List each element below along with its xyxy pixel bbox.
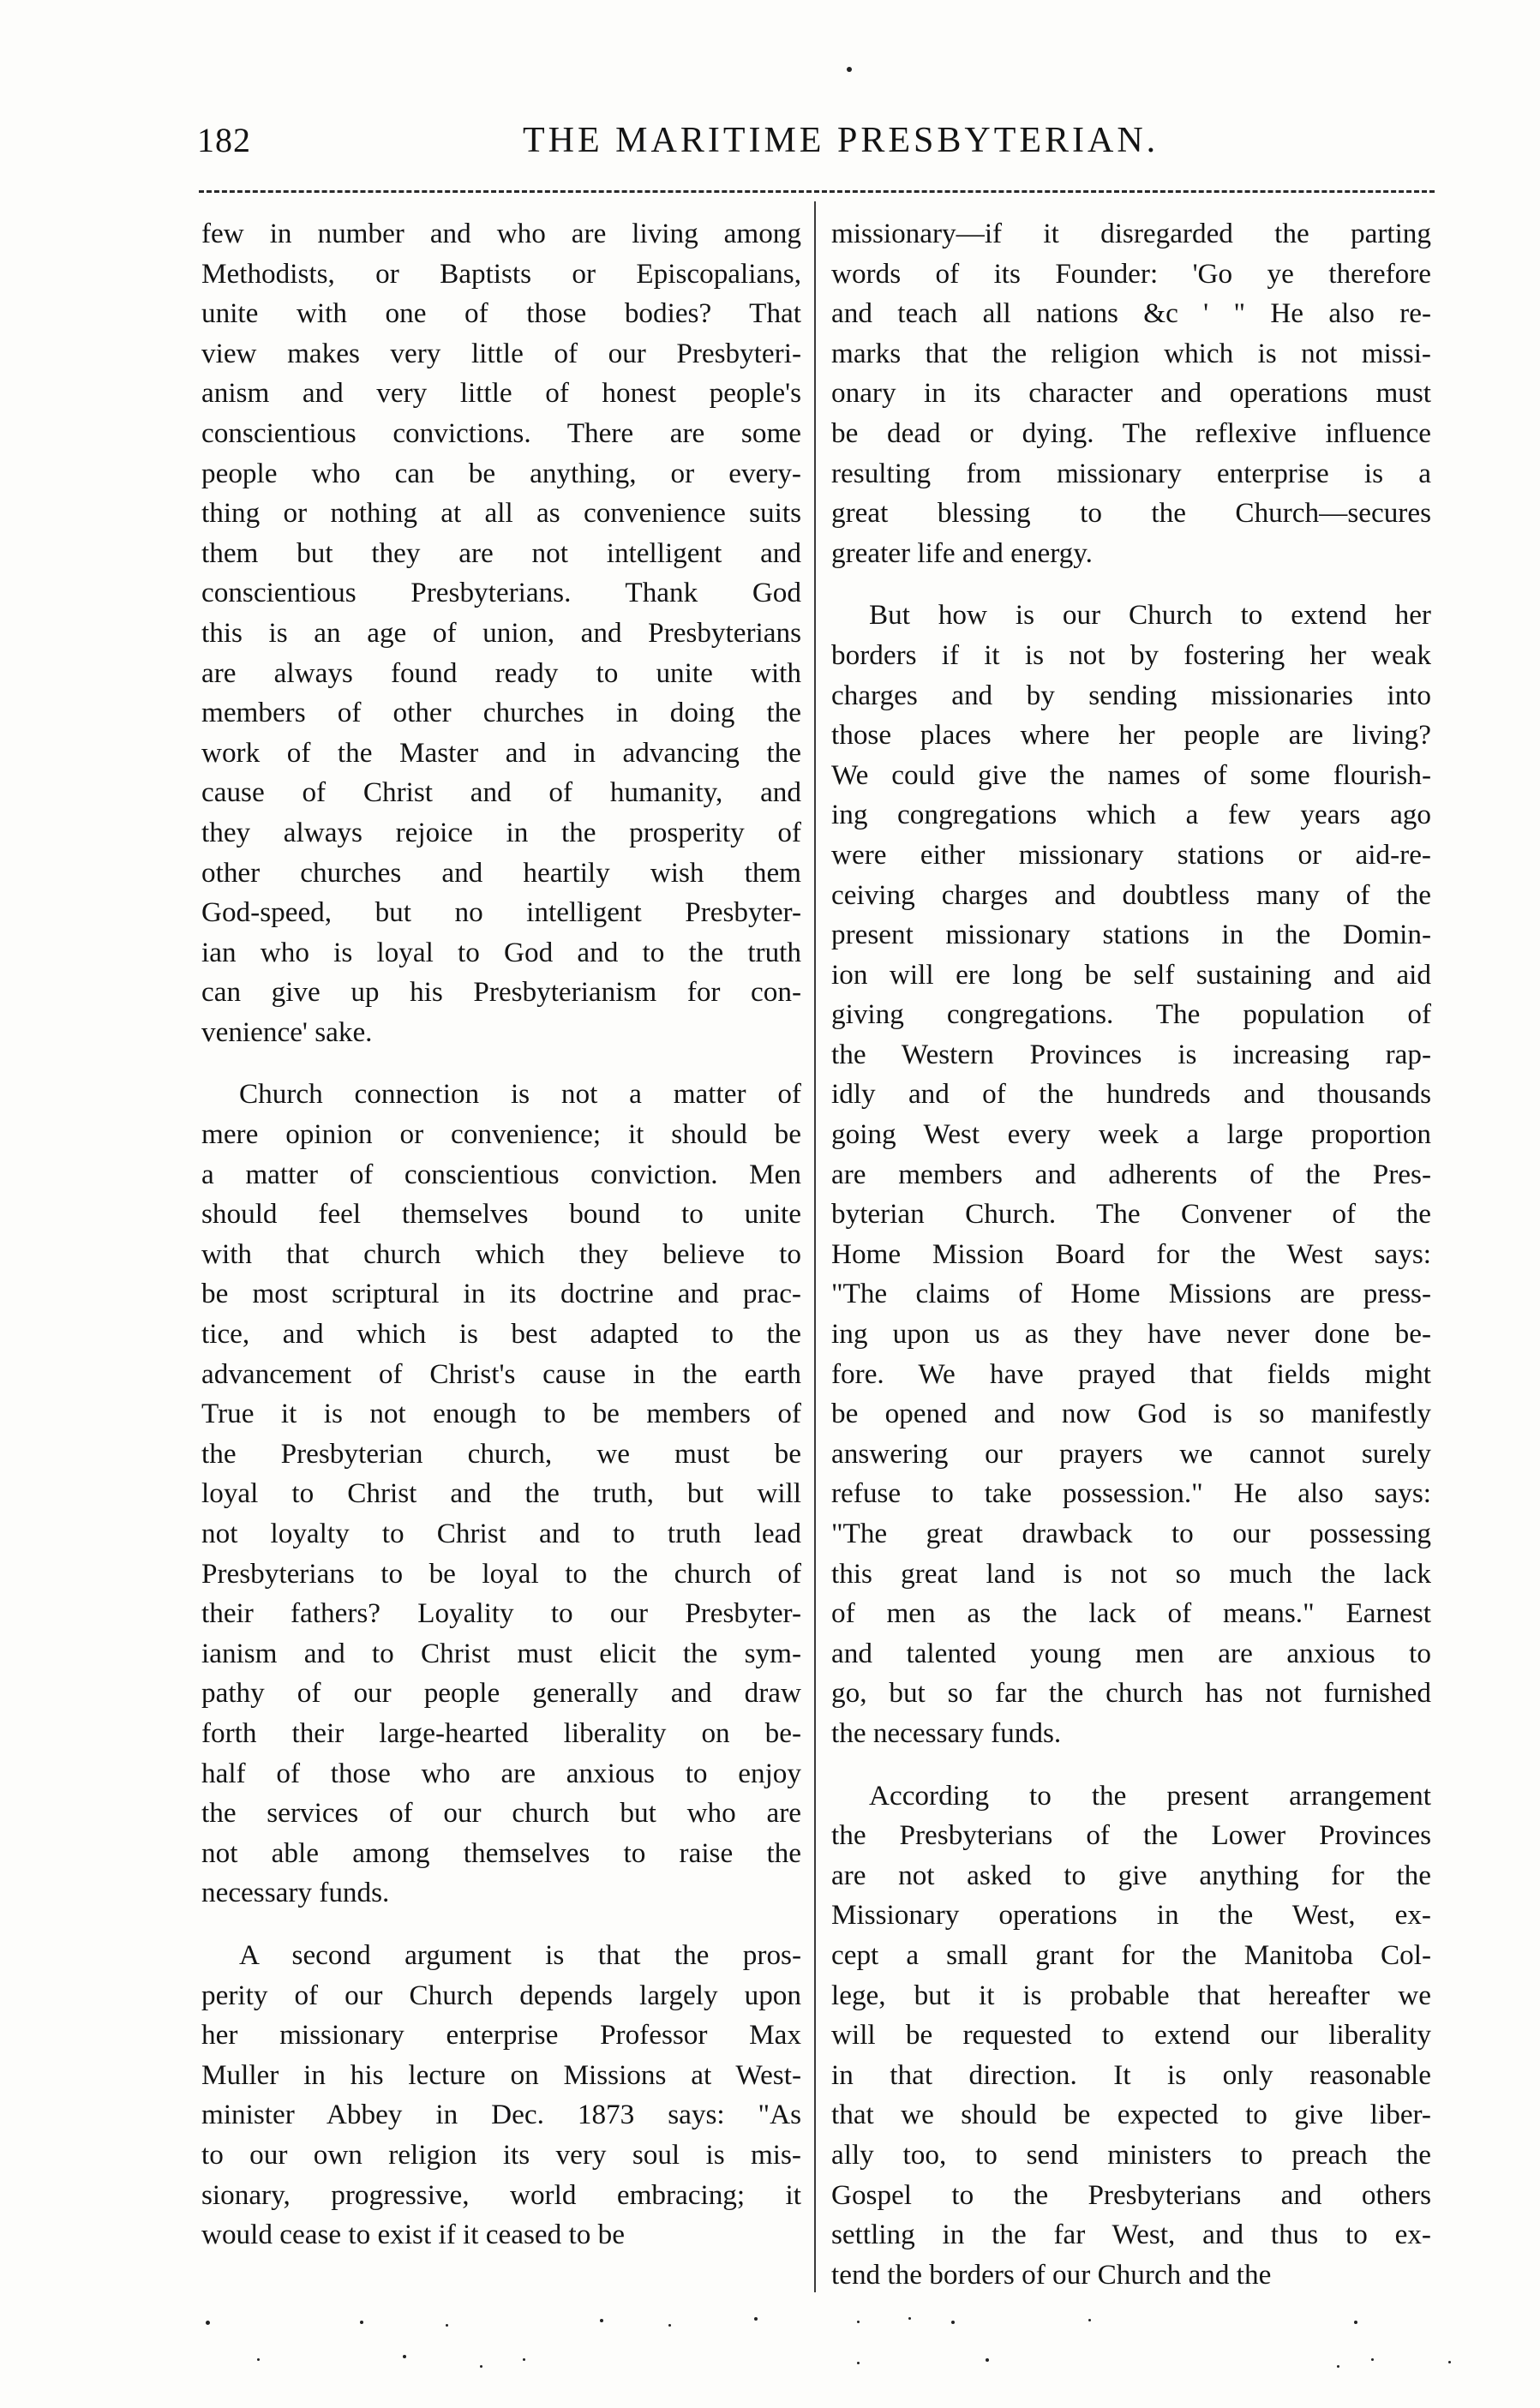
text-line: "The great drawback to our possessing (831, 1518, 1431, 1549)
text-line: advancement of Christ's cause in the earth (201, 1357, 801, 1390)
left-column (201, 214, 801, 2255)
text-line: the Presbyterian church, we must be (201, 1437, 801, 1470)
text-line: their fathers? Loyality to our Presbyter- (201, 1597, 801, 1630)
text-line: few in number and who are living among (201, 218, 801, 249)
ink-speck (754, 2317, 758, 2321)
paragraph (831, 1776, 1431, 2296)
text-line: the necessary funds. (831, 1716, 1062, 1749)
text-line: sionary, progressive, world embracing; it (201, 2178, 801, 2211)
text-line: will be requested to extend our liberality (831, 2019, 1431, 2052)
text-line: refuse to take possession." He also says: (831, 1477, 1431, 1510)
text-line: necessary funds. (201, 1877, 390, 1909)
text-line: Missionary operations in the West, ex- (831, 1899, 1431, 1932)
paragraph-gap (201, 1052, 801, 1075)
text-line: Home Mission Board for the West says: (831, 1237, 1431, 1270)
ink-speck (403, 2355, 406, 2358)
text-line: charges and by sending missionaries into (831, 679, 1431, 711)
paragraph-gap (831, 573, 1431, 596)
text-line: tice, and which is best adapted to the (201, 1318, 801, 1351)
text-line: in that direction. It is only reasonable (831, 2058, 1431, 2091)
text-line: lege, but it is probable that hereafter we (831, 1979, 1431, 2011)
text-line: present missionary stations in the Domin- (831, 919, 1431, 951)
text-line: minister Abbey in Dec. 1873 says: "As (201, 2099, 801, 2131)
text-line: onary in its character and operations must (831, 377, 1431, 410)
ink-speck (986, 2358, 989, 2362)
text-line: unite with one of those bodies? That (201, 297, 801, 330)
ink-speck (446, 2324, 448, 2327)
text-line: be most scriptural in its doctrine and prac- (201, 1278, 801, 1310)
text-line: ally too, to send ministers to preach the (831, 2138, 1431, 2171)
text-line: Muller in his lecture on Missions at West- (201, 2058, 801, 2091)
text-line: those places where her people are living? (831, 719, 1431, 752)
text-line: greater life and energy. (831, 536, 1093, 569)
text-line: forth their large-hearted liberality on be- (201, 1716, 801, 1749)
running-title: THE MARITIME PRESBYTERIAN. (523, 121, 1159, 160)
text-line: resulting from missionary enterprise is a (831, 457, 1431, 489)
text-line: According to the present arrangement (869, 1779, 1431, 1812)
text-line: not able among themselves to raise the (201, 1836, 801, 1869)
ink-speck (857, 2362, 860, 2364)
text-line: would cease to exist if it ceased to be (201, 2219, 625, 2251)
column-divider (814, 201, 816, 2292)
text-line: ing upon us as they have never done be- (831, 1318, 1431, 1351)
ink-speck (206, 2321, 210, 2325)
ink-speck (847, 67, 852, 72)
text-line: going West every week a large proportion (831, 1118, 1431, 1151)
text-line: the Western Provinces is increasing rap- (831, 1038, 1431, 1070)
text-line: God-speed, but no intelligent Presbyter- (201, 896, 801, 929)
ink-speck (951, 2321, 955, 2324)
text-line: this great land is not so much the lack (831, 1557, 1431, 1590)
paragraph (201, 1075, 801, 1913)
ink-speck (668, 2324, 671, 2327)
paragraph (201, 214, 801, 1052)
text-line: should feel themselves bound to unite (201, 1198, 801, 1231)
ink-speck (857, 2321, 860, 2323)
paragraph (831, 596, 1431, 1753)
ink-speck (600, 2319, 603, 2322)
text-line: conscientious convictions. There are some (201, 416, 801, 449)
ink-speck (523, 2358, 525, 2361)
paragraph-gap (201, 1914, 801, 1936)
text-line: thing or nothing at all as convenience suits (201, 497, 801, 530)
bottom-print-specks (197, 2314, 1440, 2365)
ink-speck (908, 2317, 911, 2320)
paragraph-gap (831, 1754, 1431, 1776)
text-line: be opened and now God is so manifestly (831, 1398, 1431, 1430)
text-line: with that church which they believe to (201, 1237, 801, 1270)
text-line: True it is not enough to be members of (201, 1398, 801, 1430)
ink-speck (1354, 2321, 1357, 2324)
text-line: the services of our church but who are (201, 1797, 801, 1830)
text-line: venience' sake. (201, 1015, 373, 1048)
text-line: are not asked to give anything for the (831, 1859, 1431, 1891)
text-line: great blessing to the Church—secures (831, 497, 1431, 530)
text-line: words of its Founder: 'Go ye therefore (831, 257, 1431, 290)
text-line: tend the borders of our Church and the (831, 2258, 1272, 2291)
text-line: can give up his Presbyterianism for con- (201, 976, 801, 1009)
text-line: not loyalty to Christ and to truth lead (201, 1518, 801, 1549)
text-line: to our own religion its very soul is mis- (201, 2138, 801, 2171)
text-line: answering our prayers we cannot surely (831, 1437, 1431, 1470)
text-line: marks that the religion which is not missi- (831, 337, 1431, 369)
text-line: cept a small grant for the Manitoba Col- (831, 1938, 1431, 1971)
ink-speck (1371, 2358, 1374, 2361)
text-line: ian who is loyal to God and to the truth (201, 936, 801, 968)
ink-speck (1337, 2365, 1339, 2368)
text-line: Church connection is not a matter of (239, 1078, 801, 1111)
ink-speck (1448, 2361, 1451, 2363)
text-line: ion will ere long be self sustaining and aid (831, 958, 1431, 991)
text-line: this is an age of union, and Presbyterians (201, 616, 801, 649)
text-line: and talented young men are anxious to (831, 1637, 1431, 1669)
text-line: giving congregations. The population of (831, 998, 1431, 1031)
text-line: and teach all nations &c ' " He also re- (831, 297, 1431, 330)
text-line: people who can be anything, or every- (201, 457, 801, 489)
text-line: of men as the lack of means." Earnest (831, 1597, 1431, 1630)
text-line: that we should be expected to give liber- (831, 2099, 1431, 2131)
text-line: her missionary enterprise Professor Max (201, 2019, 801, 2052)
page-header (197, 120, 1440, 171)
text-line: are members and adherents of the Pres- (831, 1158, 1431, 1190)
text-line: settling in the far West, and thus to ex- (831, 2219, 1431, 2251)
ink-speck (257, 2358, 260, 2361)
text-line: anism and very little of honest people's (201, 377, 801, 410)
text-line: other churches and heartily wish them (201, 856, 801, 889)
text-line: the Presbyterians of the Lower Provinces (831, 1819, 1431, 1852)
text-line: them but they are not intelligent and (201, 536, 801, 569)
text-line: view makes very little of our Presbyteri- (201, 337, 801, 369)
text-line: conscientious Presbyterians. Thank God (201, 577, 801, 609)
text-line: cause of Christ and of humanity, and (201, 776, 801, 809)
text-line: were either missionary stations or aid-re- (831, 838, 1431, 871)
text-line: work of the Master and in advancing the (201, 736, 801, 769)
text-line: pathy of our people generally and draw (201, 1677, 801, 1710)
text-line: mere opinion or convenience; it should be (201, 1118, 801, 1151)
text-line: Gospel to the Presbyterians and others (831, 2178, 1431, 2211)
text-line: Presbyterians to be loyal to the church of (201, 1557, 801, 1590)
text-line: A second argument is that the pros- (239, 1938, 801, 1971)
text-line: half of those who are anxious to enjoy (201, 1757, 801, 1789)
ink-speck (1088, 2319, 1091, 2321)
text-line: ceiving charges and doubtless many of the (831, 878, 1431, 911)
text-line: byterian Church. The Convener of the (831, 1198, 1431, 1231)
right-column (831, 214, 1431, 2295)
page-number: 182 (197, 121, 251, 159)
ink-speck (360, 2321, 363, 2324)
text-line: perity of our Church depends largely upon (201, 1979, 801, 2011)
text-line: idly and of the hundreds and thousands (831, 1078, 1431, 1111)
text-line: "The claims of Home Missions are press- (831, 1278, 1431, 1310)
text-line: ianism and to Christ must elicit the sym- (201, 1637, 801, 1669)
text-line: go, but so far the church has not furnished (831, 1677, 1431, 1710)
paragraph (831, 214, 1431, 573)
text-line: fore. We have prayed that fields might (831, 1357, 1431, 1390)
header-rule (199, 190, 1435, 196)
text-line: a matter of conscientious conviction. Men (201, 1158, 801, 1190)
ink-speck (480, 2365, 482, 2368)
text-line: missionary—if it disregarded the parting (831, 218, 1431, 249)
paragraph (201, 1936, 801, 2255)
text-line: loyal to Christ and the truth, but will (201, 1477, 801, 1510)
text-line: are always found ready to unite with (201, 656, 801, 689)
text-line: Methodists, or Baptists or Episcopalians, (201, 257, 801, 290)
text-line: borders if it is not by fostering her weak (831, 638, 1431, 671)
text-line: ing congregations which a few years ago (831, 799, 1431, 831)
text-line: members of other churches in doing the (201, 697, 801, 729)
text-line: be dead or dying. The reflexive influence (831, 416, 1431, 449)
text-line: But how is our Church to extend her (869, 599, 1431, 632)
text-line: We could give the names of some flourish- (831, 758, 1431, 791)
text-line: they always rejoice in the prosperity of (201, 816, 801, 848)
